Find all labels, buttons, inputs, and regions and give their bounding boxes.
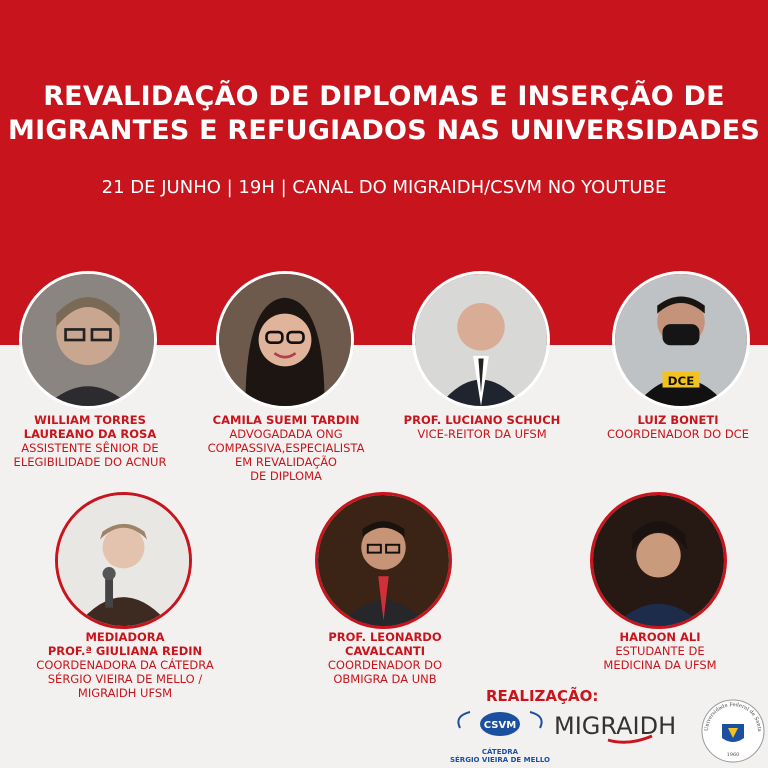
speaker-photo-leonardo — [315, 492, 452, 629]
title-line-2: MIGRANTES E REFUGIADOS NAS UNIVERSIDADES — [8, 115, 760, 146]
csvm-logo — [440, 708, 560, 764]
speaker-photo-luciano — [412, 271, 550, 409]
speaker-giuliana — [20, 630, 230, 700]
speaker-name: MEDIADORA — [85, 630, 165, 644]
speaker-role: ELEGIBILIDADE DO ACNUR — [13, 455, 167, 469]
ufsm-seal-year: 1960 — [726, 752, 740, 758]
svg-text:DCE: DCE — [667, 373, 695, 388]
speaker-name: CAMILA SUEMI TARDIN — [212, 413, 360, 427]
speaker-luciano — [392, 413, 572, 441]
speaker-name: PROF. LEONARDO — [328, 630, 442, 644]
speaker-role: MIGRAIDH UFSM — [77, 686, 173, 700]
speaker-camila — [196, 413, 376, 483]
speaker-role: MEDICINA DA UFSM — [603, 658, 717, 672]
speaker-role: ADVOGADADA ONG — [229, 427, 343, 441]
speaker-role: DE DIPLOMA — [250, 469, 322, 483]
speaker-name: PROF. LUCIANO SCHUCH — [403, 413, 561, 427]
speaker-name: WILLIAM TORRES — [34, 413, 146, 427]
speaker-role: ASSISTENTE SÊNIOR DE — [21, 441, 159, 455]
speaker-name: CAVALCANTI — [345, 644, 425, 658]
speaker-photo-giuliana — [55, 492, 192, 629]
speaker-photo-william — [19, 271, 157, 409]
csvm-line-1: CÁTEDRA — [481, 748, 519, 756]
csvm-line-2: SÉRGIO VIEIRA DE MELLO — [449, 756, 550, 764]
speaker-role: SÉRGIO VIEIRA DE MELLO / — [47, 672, 203, 686]
event-date-time: 21 DE JUNHO | 19H | CANAL DO MIGRAIDH/CSVM NO YOUTUBE — [101, 177, 667, 198]
title-line-1: REVALIDAÇÃO DE DIPLOMAS E INSERÇÃO DE — [43, 81, 725, 112]
migraidh-logo — [548, 706, 698, 746]
ufsm-seal-text: Universidade Federal de Santa — [703, 701, 763, 732]
speaker-role: COMPASSIVA,ESPECIALISTA — [207, 441, 365, 455]
csvm-badge-icon — [440, 708, 560, 744]
speaker-name: LUIZ BONETI — [637, 413, 719, 427]
speaker-role: COORDENADOR DO DCE — [607, 427, 749, 441]
speaker-name: LAUREANO DA ROSA — [23, 427, 157, 441]
speaker-role: COORDENADORA DA CÁTEDRA — [36, 658, 214, 672]
speaker-role: ESTUDANTE DE — [615, 644, 705, 658]
speaker-role: COORDENADOR DO — [327, 658, 443, 672]
speaker-role: EM REVALIDAÇÃO — [235, 455, 337, 469]
speaker-name: PROF.ª GIULIANA REDIN — [47, 644, 203, 658]
migraidh-wordmark: MIGRAIDH — [554, 712, 677, 740]
event-title — [0, 80, 768, 148]
csvm-badge-text: CSVM — [483, 720, 517, 731]
speaker-role: VICE-REITOR DA UFSM — [417, 427, 547, 441]
ufsm-seal — [700, 698, 766, 764]
realizacao-label: REALIZAÇÃO: — [486, 687, 599, 705]
speaker-name: HAROON ALI — [619, 630, 701, 644]
speaker-luiz — [590, 413, 766, 441]
speaker-photo-luiz — [612, 271, 750, 409]
speaker-photo-camila — [216, 271, 354, 409]
speaker-william — [5, 413, 175, 469]
speaker-leonardo — [300, 630, 470, 686]
speaker-photo-haroon — [590, 492, 727, 629]
speaker-haroon — [580, 630, 740, 672]
speaker-role: OBMIGRA DA UNB — [333, 672, 437, 686]
